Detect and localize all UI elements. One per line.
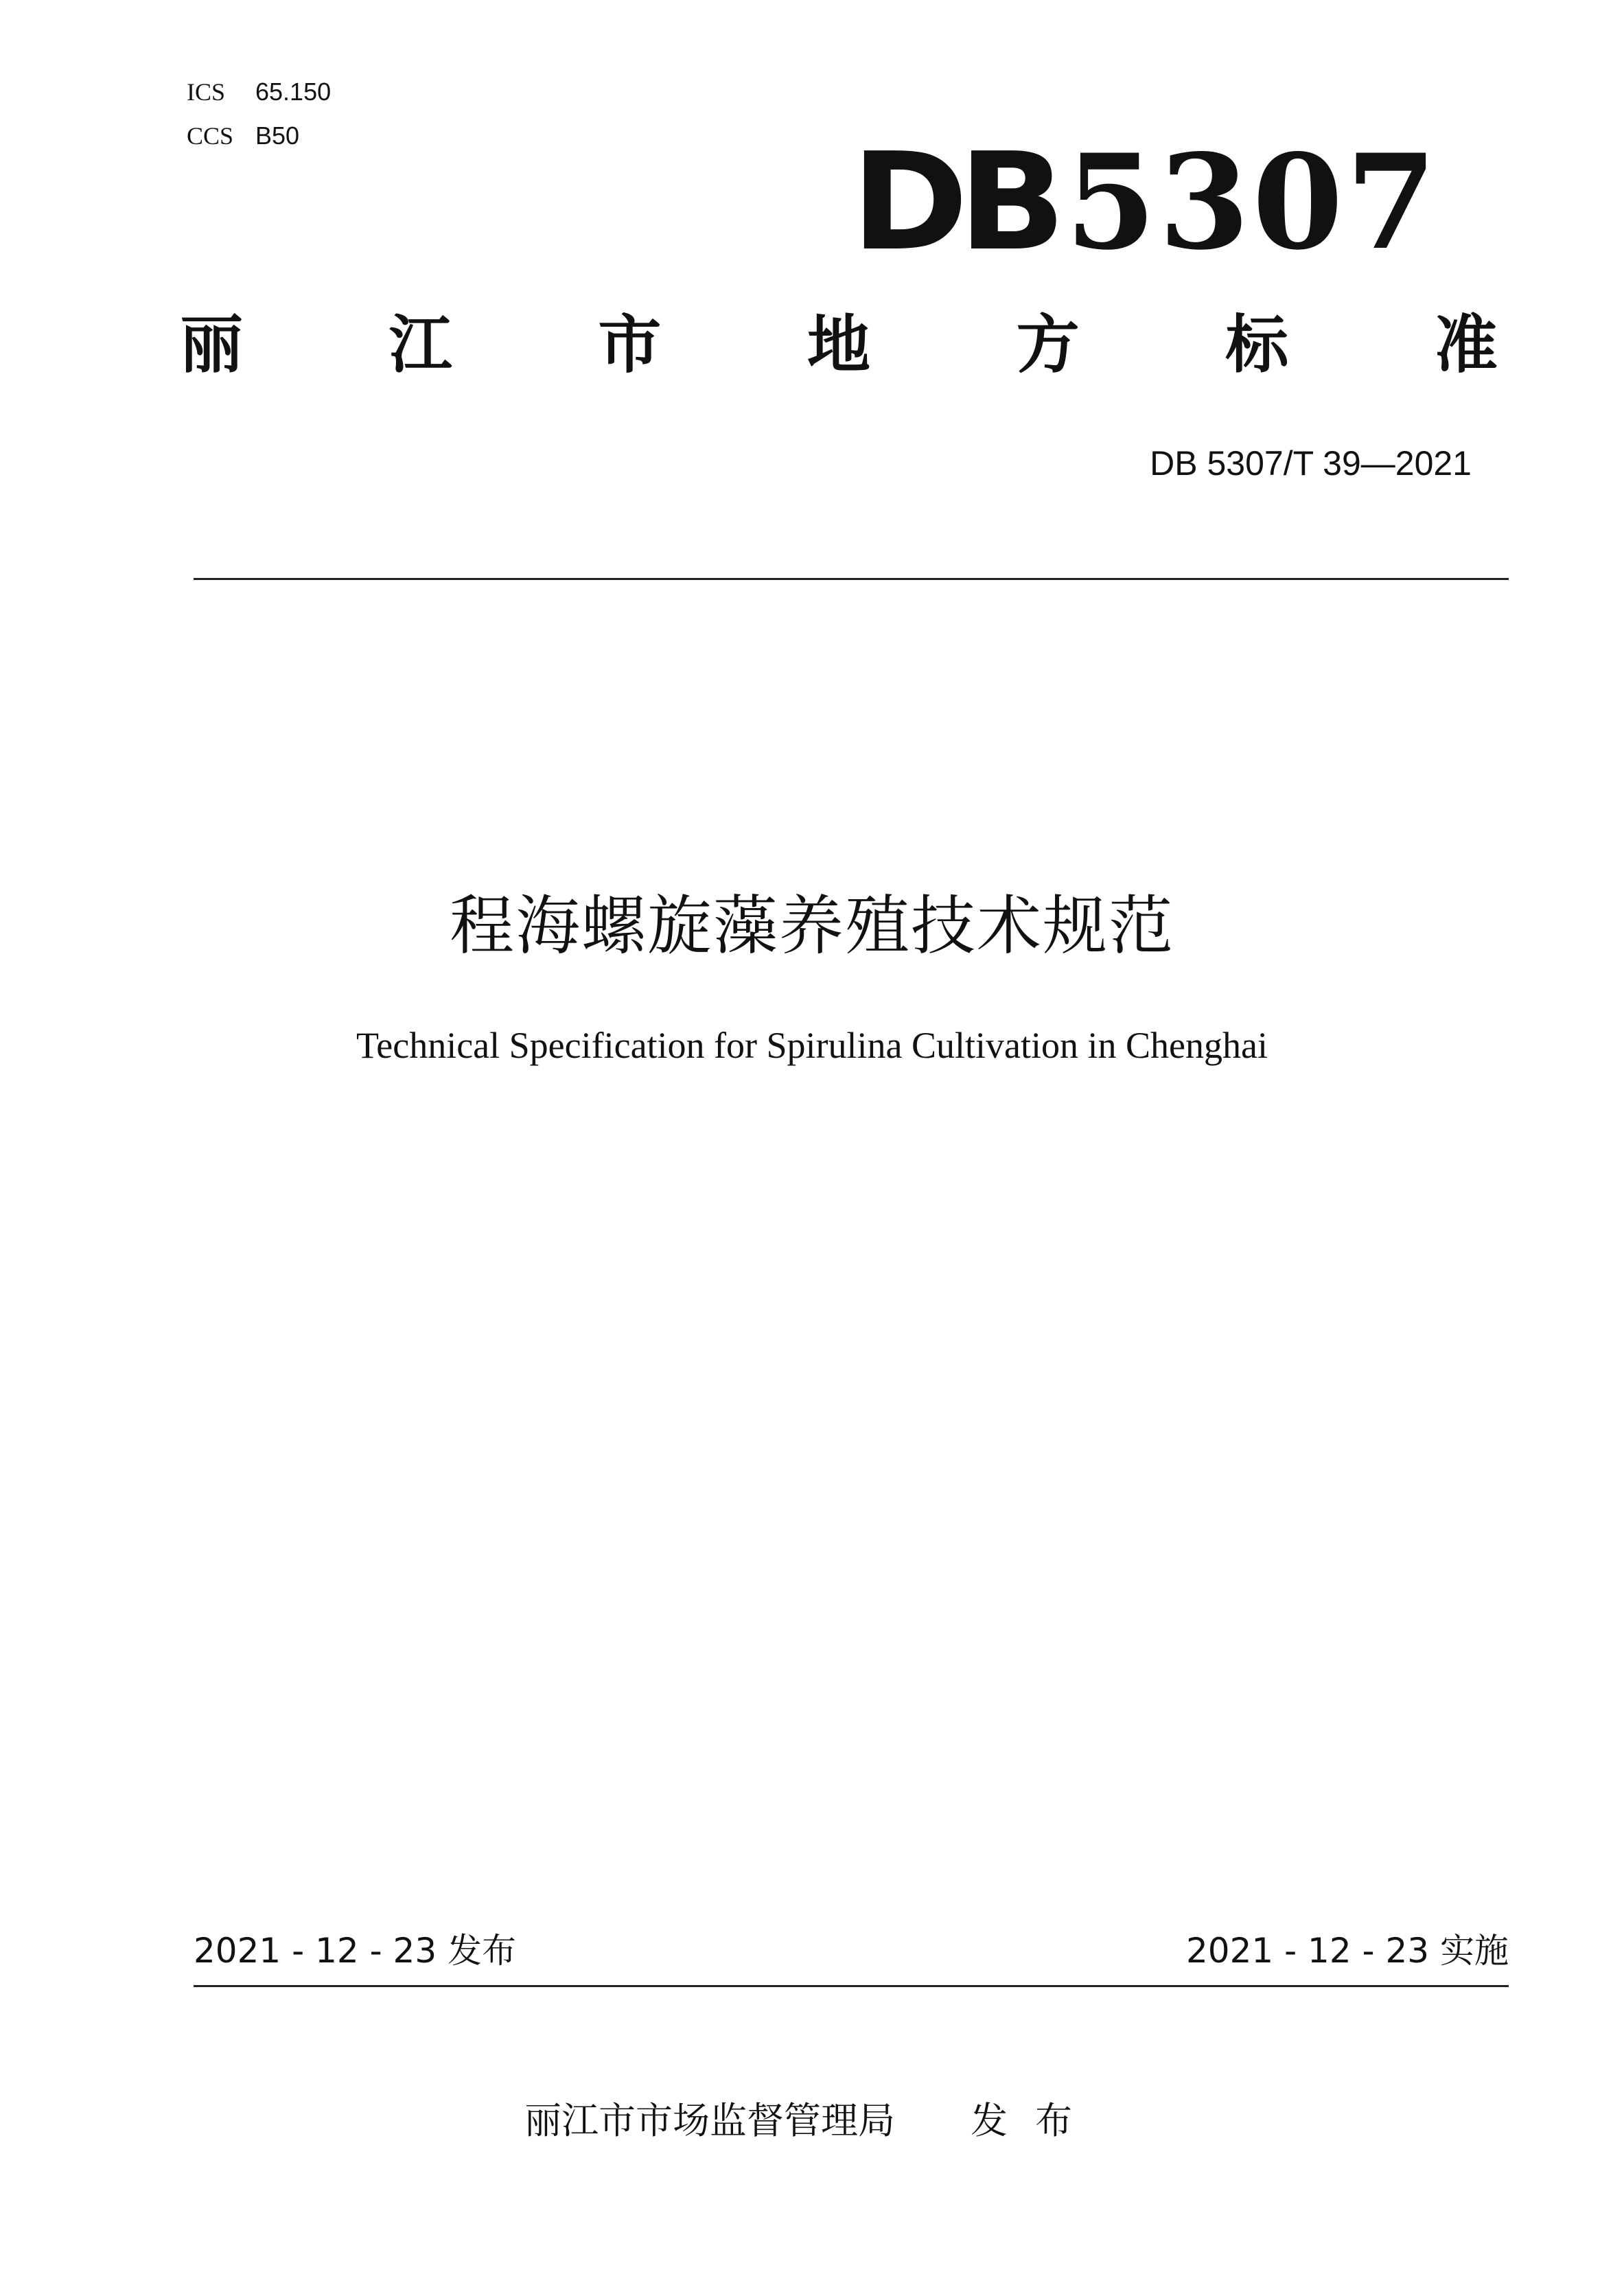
ics-classification [187, 77, 331, 107]
logo-prefix: DB [851, 124, 1056, 281]
logo-number: 5307 [1065, 126, 1439, 279]
standard-code: DB 5307/T 39—2021 [1150, 444, 1472, 483]
implementation-date: 2021 - 12 - 23 实施 [1185, 1931, 1509, 1971]
document-title: 程海螺旋藻养殖技术规范 [449, 889, 1174, 964]
standard-type-char: 丽 [180, 308, 244, 382]
standard-type-char: 方 [1016, 308, 1080, 382]
standard-type-char: 地 [807, 308, 870, 382]
db-standard-logo [851, 124, 1439, 281]
release-date: 2021 - 12 - 23 发布 [194, 1931, 517, 1971]
top-divider [194, 578, 1509, 580]
document-subtitle: Technical Specification for Spirulina Cultivation in Chenghai [356, 1025, 1268, 1066]
ics-label: ICS [187, 78, 226, 106]
standard-type-char: 江 [388, 308, 452, 382]
standard-type-heading [180, 308, 1498, 383]
issuer-action: 发布 [971, 2099, 1100, 2142]
issuing-authority [0, 2097, 1624, 2145]
ics-value: 65.150 [255, 78, 332, 106]
standard-type-char: 标 [1225, 308, 1289, 382]
bottom-divider [194, 1985, 1509, 1987]
ccs-classification [187, 121, 299, 151]
standard-type-char: 准 [1434, 308, 1498, 382]
issuer-name: 丽江市市场监督管理局 [524, 2099, 895, 2142]
ccs-label: CCS [187, 122, 234, 150]
ccs-value: B50 [255, 121, 300, 150]
standard-type-char: 市 [598, 308, 662, 382]
